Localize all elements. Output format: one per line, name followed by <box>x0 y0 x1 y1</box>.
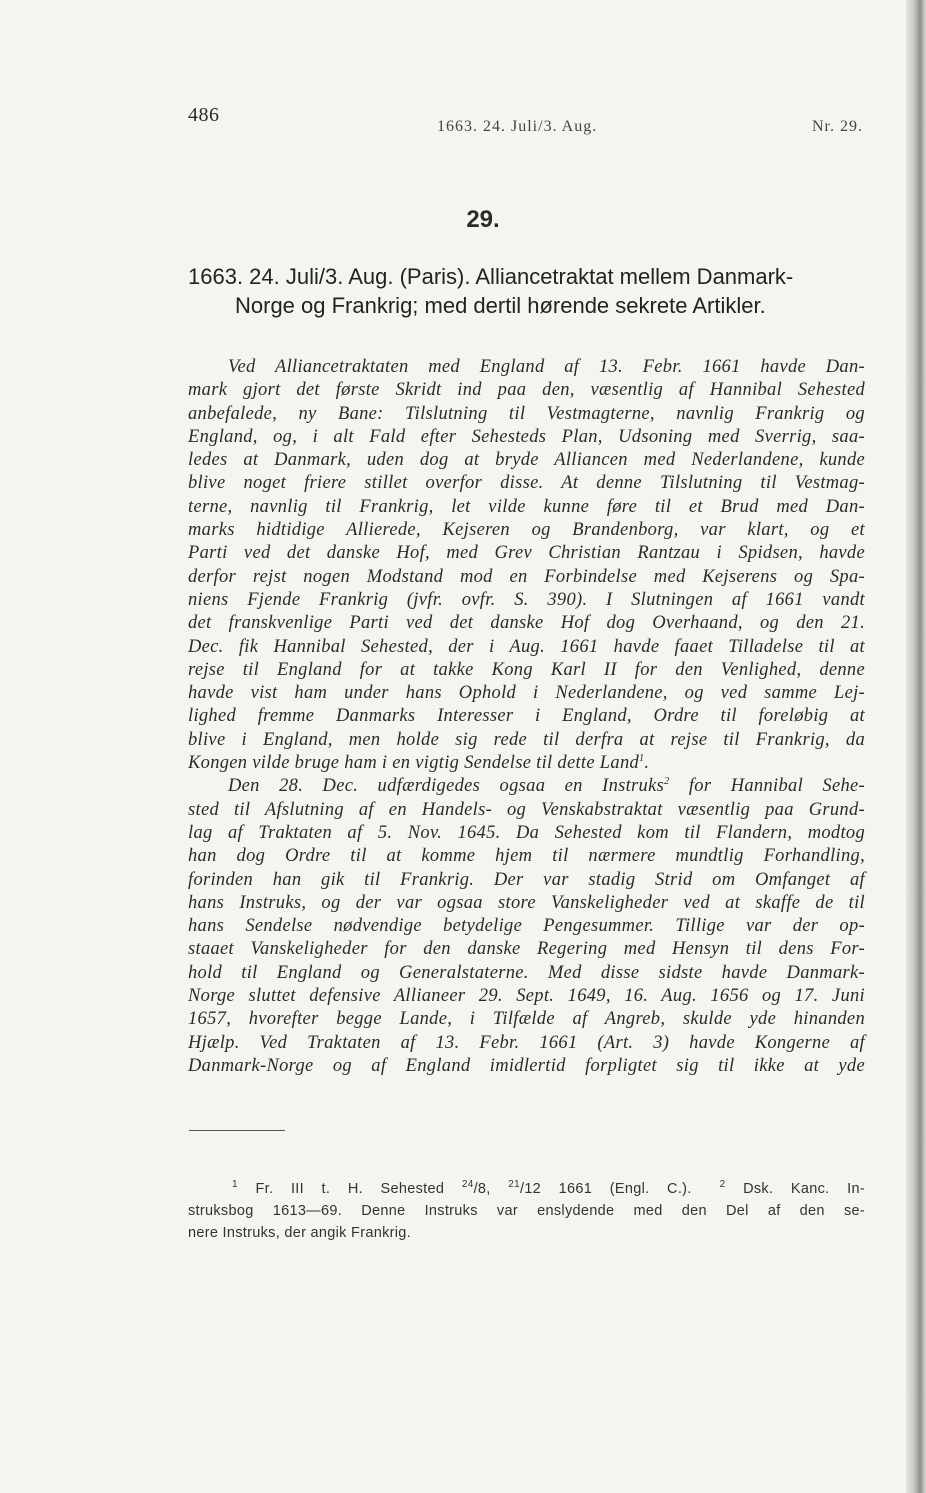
footnote-1-text: Fr. III t. H. Sehested <box>255 1181 462 1197</box>
footnote-mark-2: 2 <box>719 1179 726 1191</box>
footnote-1-fraction-numerator: 24 <box>461 1179 474 1191</box>
title-line-1: 1663. 24. Juli/3. Aug. (Paris). Alliancetraktat mellem Danmark- <box>188 264 794 289</box>
body-line: rejse til England for at takke Kong Karl II for den Venlighed, denne <box>188 659 865 680</box>
body-line: Ved Alliancetraktaten med England af 13. Febr. 1661 havde Dan- <box>228 357 865 377</box>
body-line: anbefalede, ny Bane: Tilslutning til Vestmagterne, navnlig Frankrig og <box>188 403 865 424</box>
body-line: derfor rejst nogen Modstand mod en Forbindelse med Kejserens og Spa- <box>188 566 865 587</box>
footnote-2-text: Dsk. Kanc. In- <box>743 1181 865 1197</box>
footnote-1-fraction-denominator: /8, <box>473 1181 509 1197</box>
body-line: Norge sluttet defensive Allianeer 29. Sept. 1649, 16. Aug. 1656 og 17. Juni <box>188 986 865 1007</box>
body-line: staaet Vanskeligheder for den danske Regering med Hensyn til dens For- <box>188 939 865 960</box>
body-line-text: Kongen vilde bruge ham i en vigtig Sendelse til dette Land <box>188 753 640 774</box>
body-line: hold til England og Generalstaterne. Med disse sidste havde Danmark- <box>188 962 865 983</box>
running-head <box>0 104 906 140</box>
body-line: 1657, hvorefter begge Lande, i Tilfælde af Angreb, skulde yde hinanden <box>188 1009 865 1030</box>
footnote-ref-1[interactable]: 1 <box>639 752 645 764</box>
body-line <box>188 752 865 775</box>
body-line: blive i England, men holde sig rede til derfra at rejse til Frankrig, da <box>188 729 865 750</box>
body-line: det franskvenlige Parti ved det danske Hof dog Overhaand, og den 21. <box>188 613 865 634</box>
body-line: ledes at Danmark, uden dog at bryde Alliancen med Nederlandene, kunde <box>188 450 865 471</box>
body-text <box>188 356 865 1078</box>
body-line: blive noget friere stillet overfor disse. At denne Tilslutning til Vestmag- <box>188 473 865 494</box>
running-head-date: 1663. 24. Juli/3. Aug. <box>437 118 598 135</box>
book-edge-shadow <box>906 0 926 1493</box>
page-number: 486 <box>188 104 220 126</box>
footnote-1-fraction2-denominator: /12 1661 (Engl. C.). <box>519 1181 692 1197</box>
body-line: lag af Traktaten af 5. Nov. 1645. Da Sehested kom til Flandern, modtog <box>188 822 865 843</box>
body-line: England, og, i alt Fald efter Sehesteds Plan, Udsoning med Sverrig, saa- <box>188 426 865 447</box>
body-line-end: for Hannibal Sehe- <box>669 776 865 797</box>
footnote-mark-1: 1 <box>232 1179 238 1191</box>
body-line: Dec. fik Hannibal Sehested, der i Aug. 1661 havde faaet Tilladelse til at <box>188 636 865 657</box>
title-line-2: Norge og Frankrig; med dertil hørende sekrete Artikler. <box>235 293 766 318</box>
footnote-line-2: struksbog 1613—69. Denne Instruks var enslydende med den Del af den se- <box>188 1203 865 1219</box>
body-line: Hjælp. Ved Traktaten af 13. Febr. 1661 (Art. 3) havde Kongerne af <box>188 1032 865 1053</box>
body-line: forinden han gik til Frankrig. Der var stadig Strid om Omfanget af <box>188 869 865 890</box>
footnote-ref-2[interactable]: 2 <box>664 776 670 788</box>
body-line: havde vist ham under hans Ophold i Nederlandene, og ved samme Lej- <box>188 683 865 704</box>
body-line: lighed fremme Danmarks Interesser i England, Ordre til foreløbig at <box>188 706 865 727</box>
body-line: hans Instruks, og der var ogsaa store Vanskeligheder ved at skaffe de til <box>188 892 865 913</box>
body-line: han dog Ordre til at komme hjem til nærmere mundtlig Forhandling, <box>188 846 865 867</box>
footnote-divider <box>189 1130 285 1131</box>
document-title <box>188 262 864 320</box>
body-line: Danmark-Norge og af England imidlertid forpligtet sig til ikke at yde <box>188 1055 865 1076</box>
body-line: Parti ved det danske Hof, med Grev Christian Rantzau i Spidsen, havde <box>188 543 865 564</box>
body-line-text: Den 28. Dec. udfærdigedes ogsaa en Instruks <box>228 776 665 797</box>
body-line: niens Fjende Frankrig (jvfr. ovfr. S. 390). I Slutningen af 1661 vandt <box>188 589 865 610</box>
body-line: sted til Afslutning af en Handels- og Venskabstraktat væsentlig paa Grund- <box>188 799 865 820</box>
body-line: terne, navnlig til Frankrig, let vilde kunne føre til et Brud med Dan- <box>188 496 865 517</box>
footnotes <box>188 1178 865 1244</box>
body-line: marks hidtidige Allierede, Kejseren og Brandenborg, var klart, og et <box>188 520 865 541</box>
running-head-number: Nr. 29. <box>812 118 863 135</box>
body-line-end: . <box>644 753 650 774</box>
footnote-line-1 <box>188 1178 865 1200</box>
body-line <box>188 775 865 798</box>
body-line: hans Sendelse nødvendige betydelige Pengesummer. Tillige var der op- <box>188 916 865 937</box>
footnote-line-3: nere Instruks, der angik Frankrig. <box>188 1225 411 1241</box>
document-number: 29. <box>466 206 500 233</box>
body-line: mark gjort det første Skridt ind paa den, væsentlig af Hannibal Sehested <box>188 380 865 401</box>
footnote-1-fraction2-numerator: 21 <box>508 1179 520 1191</box>
